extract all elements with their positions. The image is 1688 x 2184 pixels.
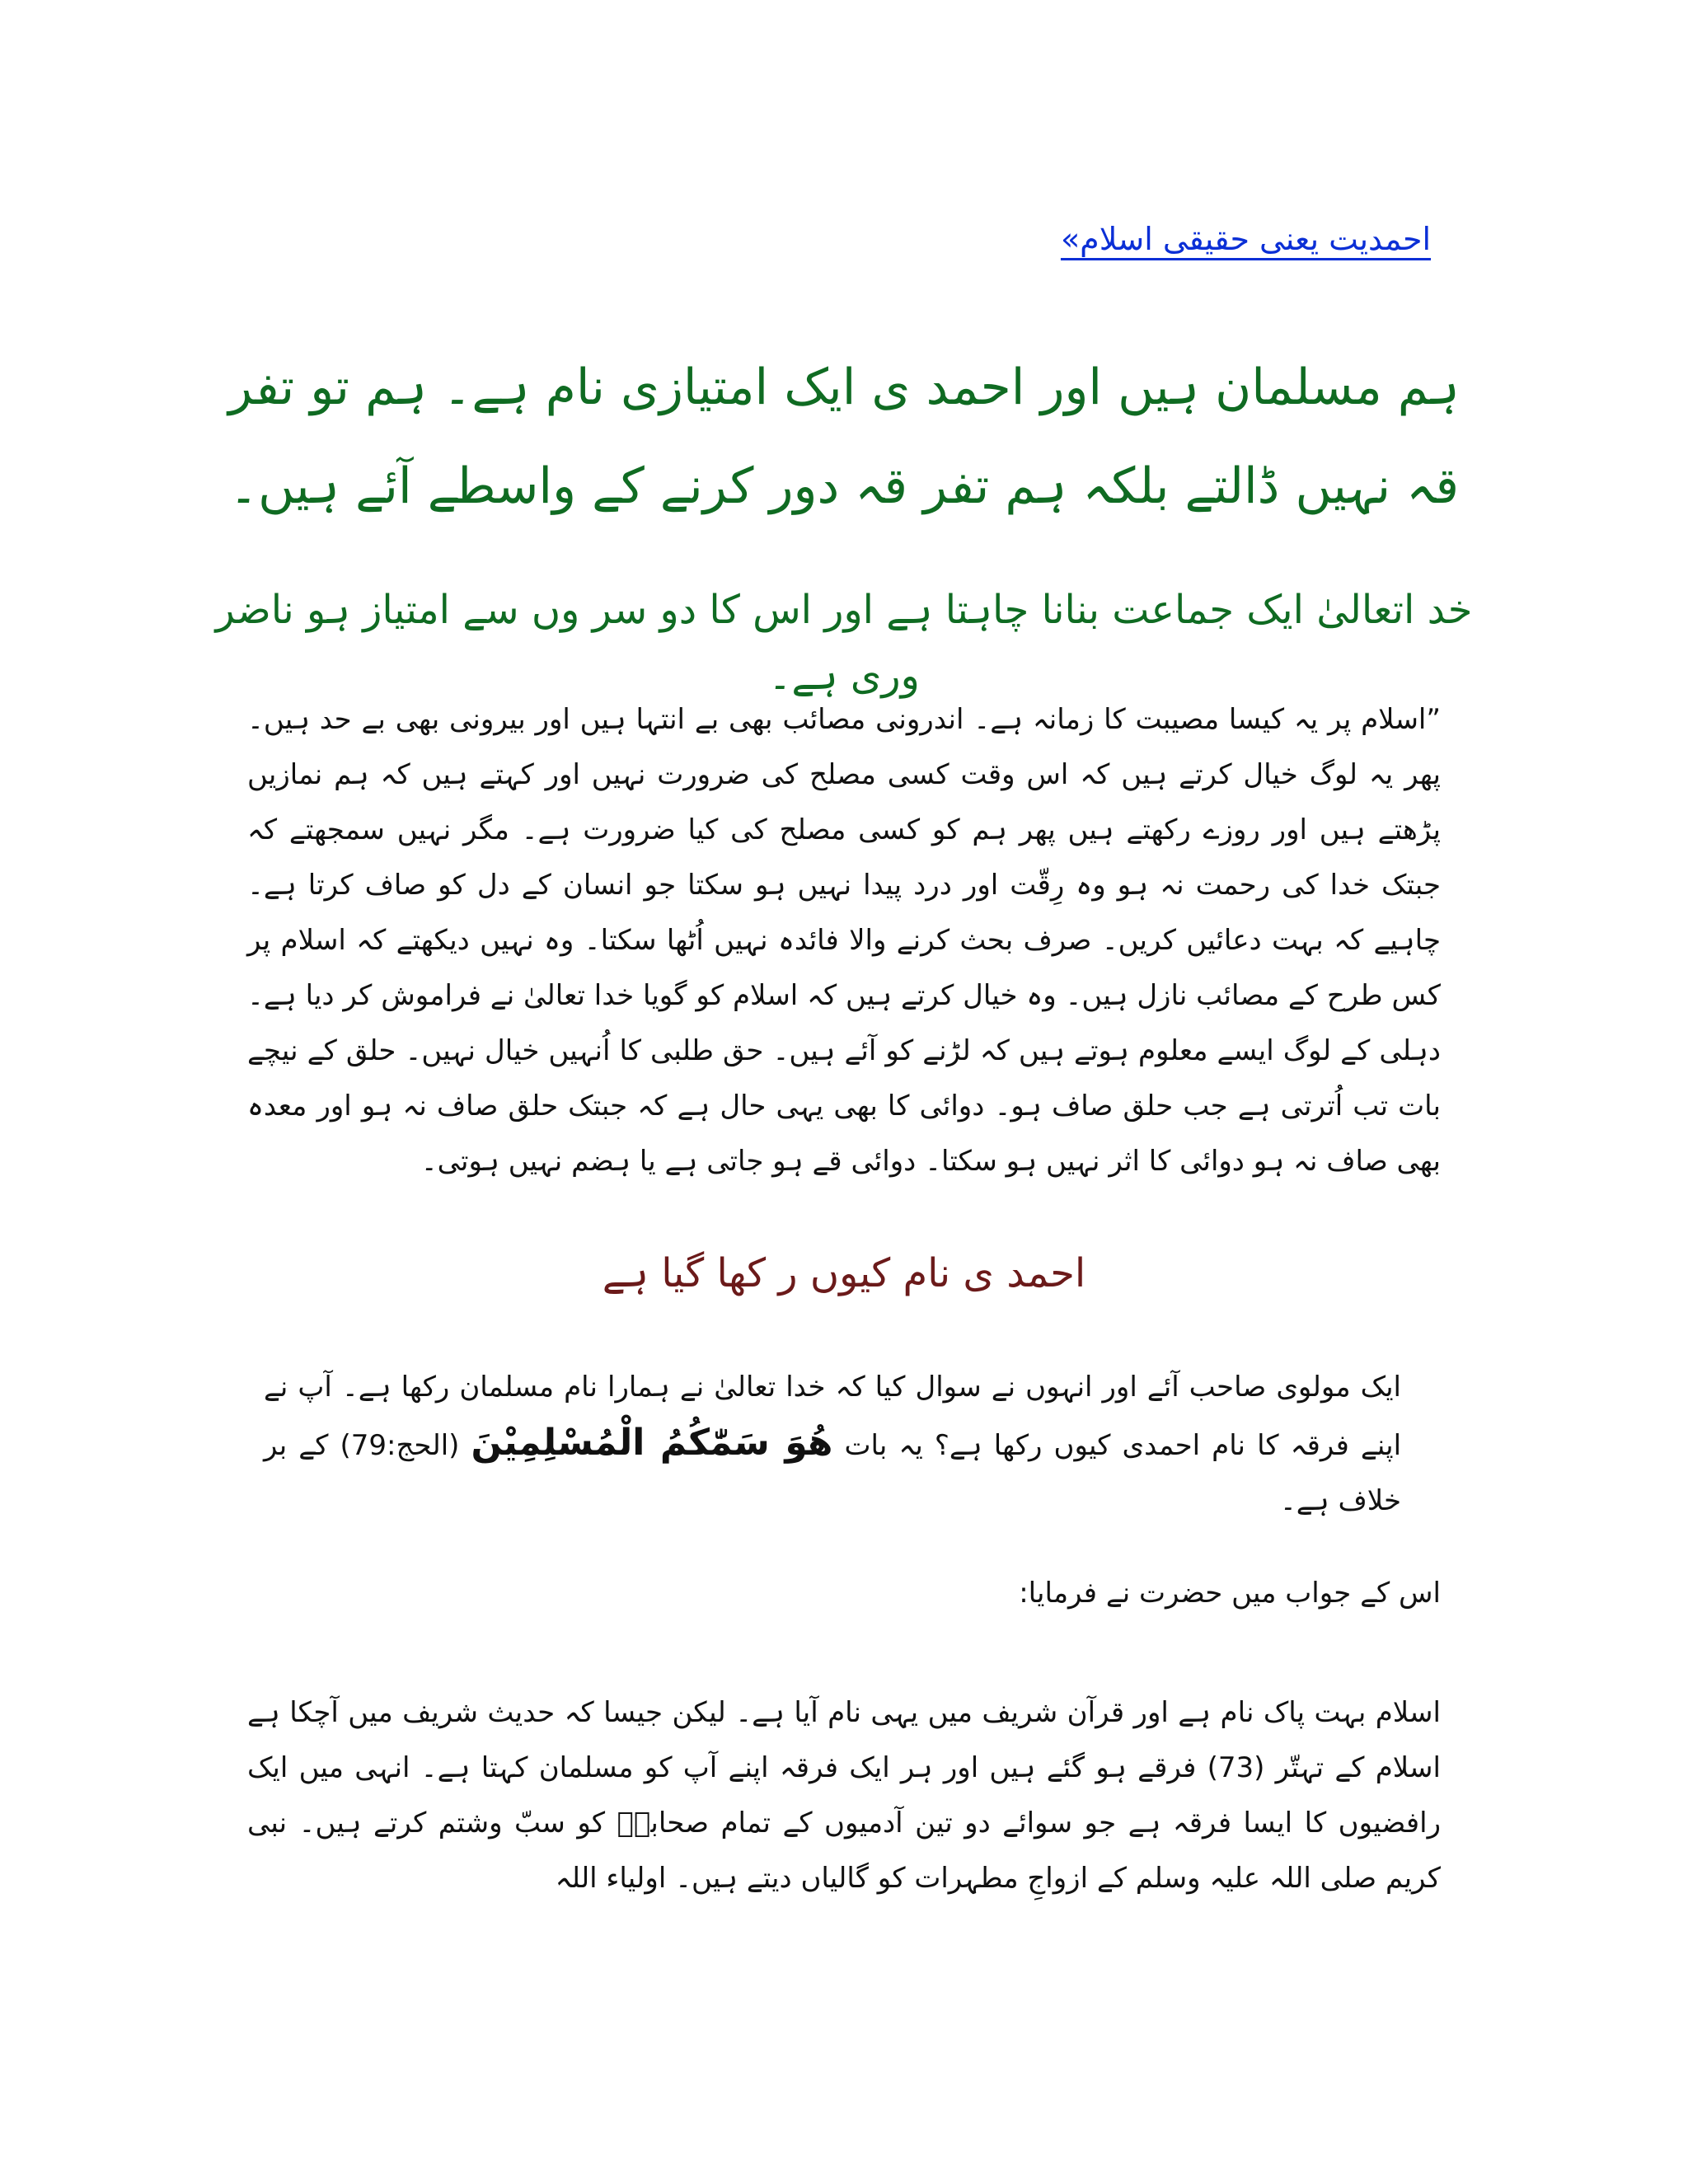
quran-verse: ھُوَ سَمّٰکُمُ الْمُسْلِمِیْنَ [471, 1422, 833, 1464]
question-text-end: (الحج:79) کے بر خلاف ہے۔ [264, 1429, 1401, 1517]
paragraph-answer: اسلام بہت پاک نام ہے اور قرآن شریف میں یہی نام آیا ہے۔ لیکن جیسا کہ حدیث شریف میں آچکا ہے اسلام کے تہتّر (73) فرقے ہو گئے ہیں اور ہر ایک فرقہ اپنے آپ کو مسلمان کہتا ہے۔ انہی میں ایک رافضیوں کا ایسا فرقہ ہے جو سوائے دو تین آدمیوں کے تمام صحابہؓ کو سبّ وشتم کرتے ہیں۔ نبی کریم صلی اللہ علیہ وسلم کے ازواجِ مطہرات کو گالیاں دیتے ہیں۔ اولیاء اللہ [247, 1696, 1441, 1895]
breadcrumb-link[interactable]: احمدیت یعنی حقیقی اسلام» [1060, 221, 1431, 257]
question-text-start: ایک مولوی صاحب آئے اور انہوں نے سوال کیا کہ خدا تعالیٰ نے ہمارا نام مسلمان رکھا ہے۔ آپ نے اپنے فرقہ کا نام احمدی کیوں رکھا ہے؟ یہ بات [264, 1371, 1402, 1462]
paragraph-quote: ”اسلام پر یہ کیسا مصیبت کا زمانہ ہے۔ اندرونی مصائب بھی بے انتہا ہیں اور بیرونی بھی بے حد ہیں۔ پھر یہ لوگ خیال کرتے ہیں کہ اس وقت کسی مصلح کی ضرورت نہیں اور کہتے ہیں کہ ہم نمازیں پڑھتے ہیں اور روزے رکھتے ہیں پھر ہم کو کسی مصلح کی کیا ضرورت ہے۔ مگر نہیں سمجھتے کہ جبتک خدا کی رحمت نہ ہو وہ رِقّت اور درد پیدا نہیں ہو سکتا جو انسان کے دل کو صاف کرتا ہے۔ چاہیے کہ بہت دعائیں کریں۔ صرف بحث کرنے والا فائدہ نہیں اُٹھا سکتا۔ وہ نہیں دیکھتے کہ اسلام پر کس طرح کے مصائب نازل ہیں۔ وہ خیال کرتے ہیں کہ اسلام کو گویا خدا تعالیٰ نے فراموش کر دیا ہے۔ دہلی کے لوگ ایسے معلوم ہوتے ہیں کہ لڑنے کو آئے ہیں۔ حق طلبی کا اُنہیں خیال نہیں۔ حلق کے نیچے بات تب اُترتی ہے جب حلق صاف ہو۔ دوائی کا بھی یہی حال ہے کہ جبتک حلق صاف نہ ہو اور معدہ بھی صاف نہ ہو دوائی کا اثر نہیں ہو سکتا۔ دوائی قے ہو جاتی ہے یا ہضم نہیں ہوتی۔ [247, 703, 1441, 1178]
section-heading: احمد ی نام کیوں ر کھا گیا ہے [602, 1250, 1086, 1296]
paragraph-answer-intro: اس کے جواب میں حضرت نے فرمایا: [1019, 1577, 1441, 1610]
paragraph-question [264, 1360, 1401, 1529]
page-subtitle: خد اتعالیٰ ایک جماعت بنانا چاہتا ہے اور اس کا دو سر وں سے امتیاز ہو ناضر وری ہے۔ [215, 587, 1473, 699]
page-title: ہم مسلمان ہیں اور احمد ی ایک امتیازی نام ہے۔ ہم تو تفر قہ نہیں ڈالتے بلکہ ہم تفر قہ دور کرنے کے واسطے آئے ہیں۔ [228, 359, 1460, 515]
